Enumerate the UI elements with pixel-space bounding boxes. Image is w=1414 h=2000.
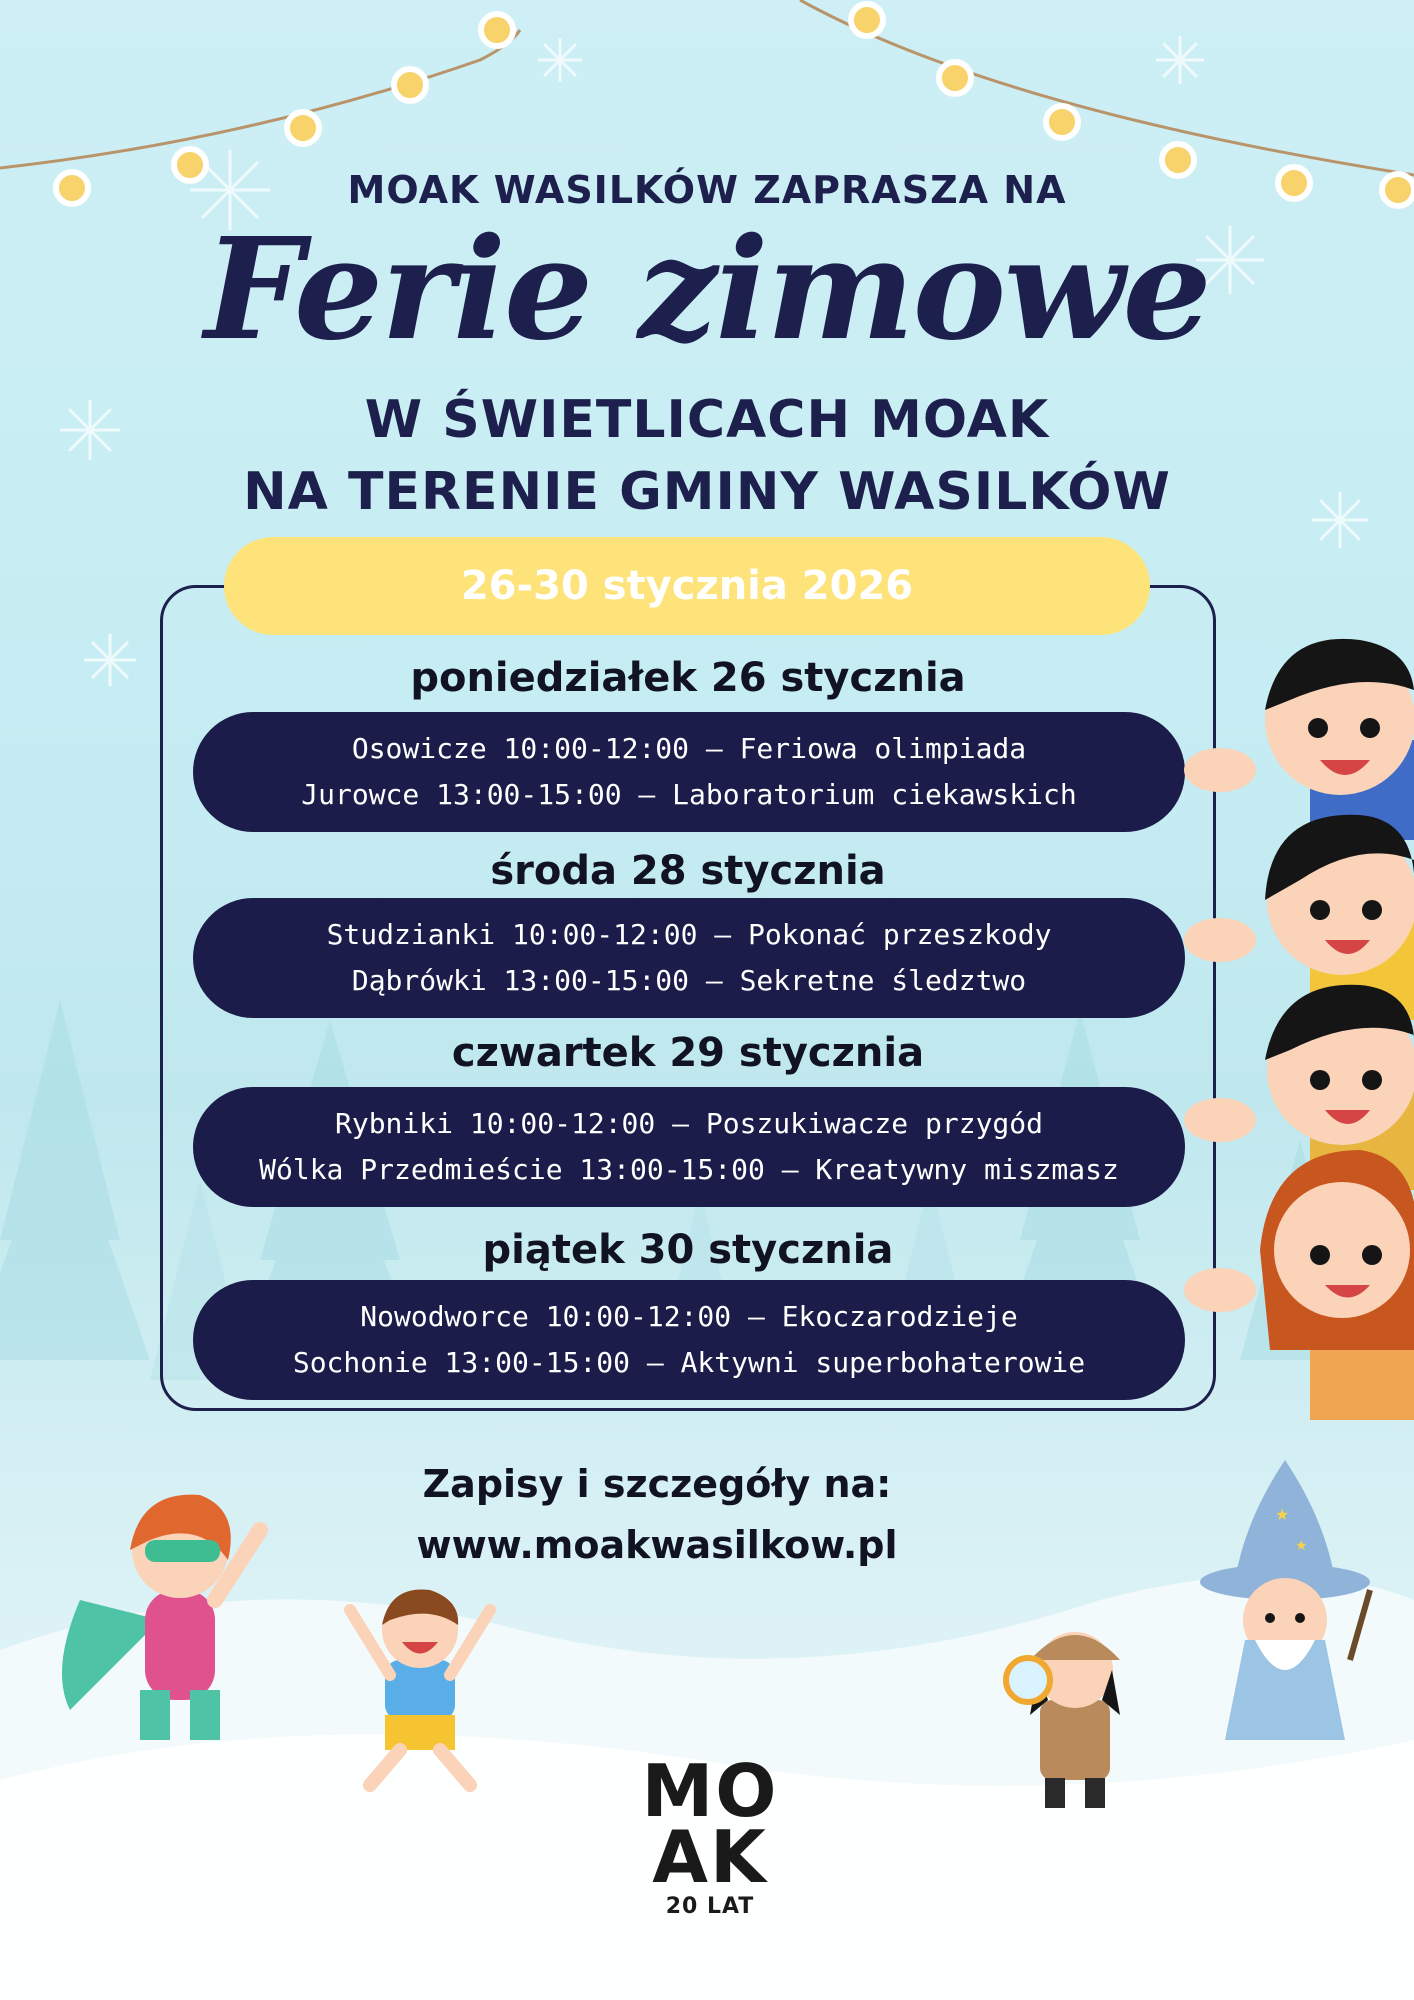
logo-line-1: MO: [641, 1749, 779, 1833]
jumping-boy-illustration: [330, 1580, 510, 1800]
poster-title: Ferie zimowe: [204, 208, 1210, 372]
superhero-girl-illustration: [50, 1470, 290, 1750]
event-line: Dąbrówki 13:00-15:00 – Sekretne śledztwo: [351, 964, 1027, 997]
event-line: Rybniki 10:00-12:00 – Poszukiwacze przygód: [334, 1107, 1043, 1140]
logo-line-2: AK: [652, 1815, 768, 1899]
day-schedule-thursday: [193, 1087, 1185, 1207]
event-line: Studzianki 10:00-12:00 – Pokonać przeszkody: [326, 918, 1052, 951]
intro-text: MOAK WASILKÓW ZAPRASZA NA: [347, 168, 1067, 212]
day-schedule-wednesday: [193, 898, 1185, 1018]
day-heading-wednesday: środa 28 stycznia: [490, 848, 886, 894]
subtitle-line-1: W ŚWIETLICACH MOAK: [364, 390, 1050, 450]
waving-kids-illustration: [1160, 630, 1414, 1420]
svg-text:★: ★: [1275, 1505, 1290, 1524]
signup-url[interactable]: www.moakwasilkow.pl: [416, 1523, 898, 1567]
moak-logo: [640, 1749, 780, 1919]
event-line: Sochonie 13:00-15:00 – Aktywni superbohaterowie: [292, 1346, 1086, 1379]
day-heading-friday: piątek 30 stycznia: [482, 1227, 894, 1273]
event-line: Wólka Przedmieście 13:00-15:00 – Kreatywny miszmasz: [259, 1153, 1119, 1186]
subtitle-line-2: NA TERENIE GMINY WASILKÓW: [243, 462, 1171, 522]
day-schedule-friday: [193, 1280, 1185, 1400]
date-range-badge: 26-30 stycznia 2026: [224, 537, 1150, 635]
event-line: Jurowce 13:00-15:00 – Laboratorium ciekawskich: [301, 778, 1077, 811]
event-line: Osowicze 10:00-12:00 – Feriowa olimpiada: [351, 732, 1027, 765]
wizard-illustration: [1185, 1460, 1385, 1750]
svg-text:★: ★: [1295, 1538, 1308, 1554]
event-line: Nowodworce 10:00-12:00 – Ekoczarodzieje: [360, 1300, 1018, 1333]
day-heading-monday: poniedziałek 26 stycznia: [410, 655, 966, 701]
signup-label: Zapisy i szczegóły na:: [422, 1462, 892, 1506]
detective-girl-illustration: [990, 1600, 1160, 1820]
logo-tagline: 20 LAT: [665, 1894, 755, 1919]
day-schedule-monday: [193, 712, 1185, 832]
day-heading-thursday: czwartek 29 stycznia: [451, 1030, 925, 1076]
